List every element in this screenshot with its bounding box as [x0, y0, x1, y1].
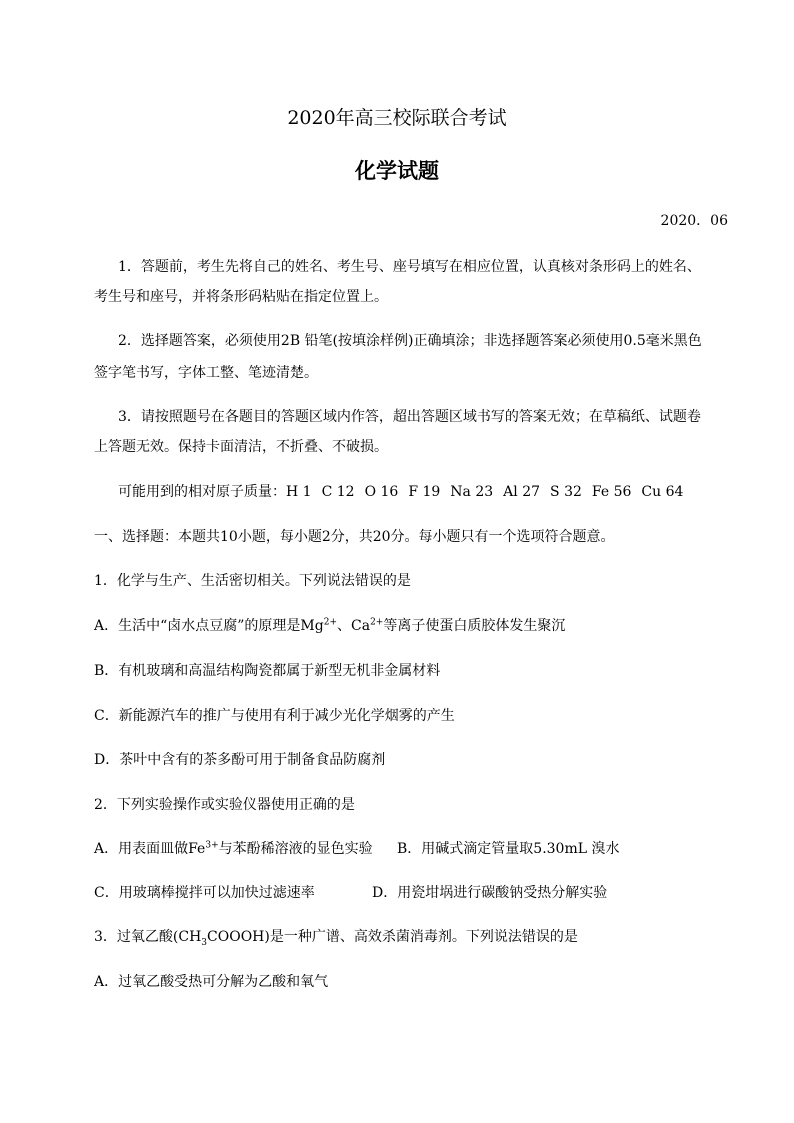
element-s: S 32 — [550, 484, 582, 500]
instruction-3-line-2: 上答题无效。保持卡面清洁，不折叠、不破损。 — [94, 439, 388, 455]
question-2-option-b: B．用碱式滴定管量取5.30mL 溴水 — [397, 841, 620, 857]
subject-title: 化学试题 — [355, 159, 439, 183]
instruction-1-line-1: 1．答题前，考生先将自己的姓名、考生号、座号填写在相应位置，认真核对条形码上的姓名、 — [118, 259, 701, 275]
element-c: C 12 — [321, 484, 355, 500]
question-3-option-a: A．过氧乙酸受热可分解为乙酸和氧气 — [94, 974, 329, 990]
element-fe: Fe 56 — [591, 484, 632, 500]
exam-title: 2020年高三校际联合考试 — [287, 107, 507, 129]
question-2-option-d: D．用瓷坩埚进行碳酸钠受热分解实验 — [372, 885, 608, 901]
instruction-2-line-1: 2．选择题答案，必须使用2B 铅笔(按填涂样例)正确填涂；非选择题答案必须使用0.5毫米黑色 — [118, 333, 702, 349]
question-1-option-c: C．新能源汽车的推广与使用有利于减少光化学烟雾的产生 — [94, 708, 455, 724]
element-f: F 19 — [408, 484, 441, 500]
question-3-stem: 3．过氧乙酸$(CH_3COOOH)$是一种广谱、高效杀菌消毒剂。下列说法错误的是 — [94, 929, 578, 948]
section-1-heading: 一、选择题：本题共10小题，每小题2分，共20分。每小题只有一个选项符合题意。 — [94, 529, 615, 545]
element-na: Na 23 — [450, 484, 494, 500]
instruction-1-line-2: 考生号和座号，并将条形码粘贴在指定位置上。 — [94, 289, 388, 305]
exam-date: 2020．06 — [660, 213, 728, 229]
question-1-option-d: D．茶叶中含有的茶多酚可用于制备食品防腐剂 — [94, 752, 386, 768]
question-1-option-b: B．有机玻璃和高温结构陶瓷都属于新型无机非金属材料 — [94, 663, 441, 679]
element-h: H 1 — [286, 484, 312, 500]
atomic-mass-label: 可能用到的相对原子质量： — [118, 484, 286, 500]
element-o: O 16 — [364, 484, 399, 500]
element-al: Al 27 — [503, 484, 541, 500]
question-2-stem: 2．下列实验操作或实验仪器使用正确的是 — [94, 797, 355, 813]
element-cu: Cu 64 — [641, 484, 684, 500]
instruction-3-line-1: 3．请按照题号在各题目的答题区域内作答，超出答题区域书写的答案无效；在草稿纸、试题卷 — [118, 409, 701, 425]
question-1-stem: 1．化学与生产、生活密切相关。下列说法错误的是 — [94, 573, 411, 589]
question-1-option-a: A．生活中“卤水点豆腐”的原理是$Mg^{2+}$、$Ca^{2+}$等离子使蛋白质胶体发生聚沉 — [94, 617, 566, 634]
question-2-option-c: C．用玻璃棒搅拌可以加快过滤速率 — [94, 885, 315, 901]
atomic-mass-line — [118, 483, 683, 501]
instruction-2-line-2: 签字笔书写，字体工整、笔迹清楚。 — [94, 365, 318, 381]
question-2-option-a: A．用表面皿做$Fe^{3+}$与苯酚稀溶液的显色实验 — [94, 840, 373, 857]
